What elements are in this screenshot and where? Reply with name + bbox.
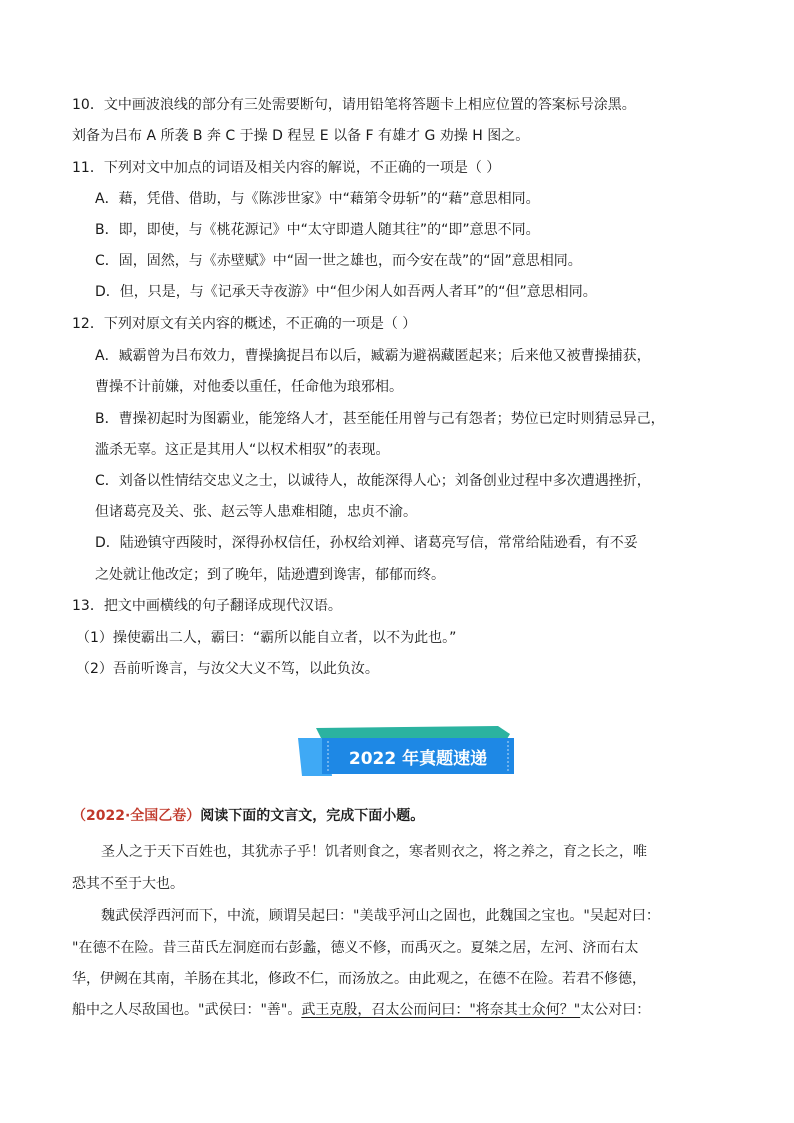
- question-11-option-a: A．藉，凭借、借助，与《陈涉世家》中“藉第令毋斩”的“藉”意思相同。: [95, 191, 540, 207]
- exam-source-line: [72, 806, 424, 826]
- question-13-item-1: （1）操使霸出二人，霸曰：“霸所以能自立者，以不为此也。”: [76, 630, 457, 646]
- passage-p2-line2: "在德不在险。昔三苗氏左洞庭而右彭蠡，德义不修，而禹灭之。夏桀之居，左河、济而右太: [72, 940, 639, 956]
- passage-p1-line2: 恐其不至于大也。: [72, 876, 184, 892]
- question-10-stem: 10．文中画波浪线的部分有三处需要断句，请用铅笔将答题卡上相应位置的答案标号涂黑。: [72, 97, 636, 113]
- question-13-stem: 13．把文中画横线的句子翻译成现代汉语。: [72, 598, 342, 614]
- passage-underlined-sentence: 武王克殷，召太公而问曰："将奈其士众何？": [301, 1002, 581, 1018]
- question-11-option-c: C．固，固然，与《赤壁赋》中“固一世之雄也，而今安在哉”的“固”意思相同。: [95, 253, 582, 269]
- question-12-option-c-line1: C．刘备以性情结交忠义之士，以诚待人，故能深得人心；刘备创业过程中多次遭遇挫折，: [95, 473, 651, 489]
- question-12-option-a-line1: A．臧霸曾为吕布效力，曹操擒捉吕布以后，臧霸为避祸藏匿起来；后来他又被曹操捕获，: [95, 348, 651, 364]
- question-12-stem: 12．下列对原文有关内容的概述，不正确的一项是（ ）: [72, 316, 417, 332]
- question-12-option-d-line1: D．陆逊镇守西陵时，深得孙权信任，孙权给刘禅、诸葛亮写信，常常给陆逊看，有不妥: [95, 535, 638, 551]
- question-13-item-2: （2）吾前听谗言，与汝父大义不笃，以此负汝。: [76, 661, 379, 677]
- question-11-stem: 11．下列对文中加点的词语及相关内容的解说，不正确的一项是（ ）: [72, 160, 501, 176]
- question-12-option-d-line2: 之处就让他改定；到了晚年，陆逊遭到谗害，郁郁而终。: [95, 567, 445, 583]
- passage-p1-line1: 圣人之于天下百姓也，其犹赤子乎！饥者则食之，寒者则衣之，将之养之，育之长之，唯: [101, 844, 647, 860]
- question-12-option-a-line2: 曹操不计前嫌，对他委以重任，任命他为琅邪相。: [95, 379, 403, 395]
- exam-instruction: 阅读下面的文言文，完成下面小题。: [200, 808, 425, 824]
- question-12-option-b-line2: 滥杀无辜。这正是其用人“以权术相驭”的表现。: [95, 442, 390, 458]
- passage-p2-line1: 魏武侯浮西河而下，中流，顾谓吴起曰："美哉乎河山之固也，此魏国之宝也。"吴起对曰：: [101, 908, 660, 924]
- passage-p2-line3: 华，伊阙在其南，羊肠在其北，修政不仁，而汤放之。由此观之，在德不在险。若君不修德，: [72, 971, 646, 987]
- question-12-option-c-line2: 但诸葛亮及关、张、赵云等人患难相随，忠贞不渝。: [95, 504, 417, 520]
- passage-p2-line4-tail: 太公对曰：: [580, 1002, 651, 1018]
- section-banner-label: 2022 年真题速递: [348, 748, 488, 769]
- question-12-option-b-line1: B．曹操初起时为图霸业，能笼络人才，甚至能任用曾与己有怨者；势位已定时则猜忌异己，: [95, 411, 665, 427]
- question-11-option-d: D．但，只是，与《记承天寺夜游》中“但少闲人如吾两人者耳”的“但”意思相同。: [95, 284, 597, 300]
- passage-p2-line4: [72, 1000, 650, 1020]
- question-10-text: 刘备为吕布 A 所袭 B 奔 C 于操 D 程昱 E 以备 F 有雄才 G 劝操 H 图之。: [72, 128, 530, 144]
- passage-p2-line4-start: 船中之人尽敌国也。"武侯曰："善"。: [72, 1002, 302, 1018]
- question-11-option-b: B．即，即使，与《桃花源记》中“太守即遣人随其往”的“即”意思不同。: [95, 222, 540, 238]
- exam-source-tag: （2022·全国乙卷）: [72, 808, 201, 824]
